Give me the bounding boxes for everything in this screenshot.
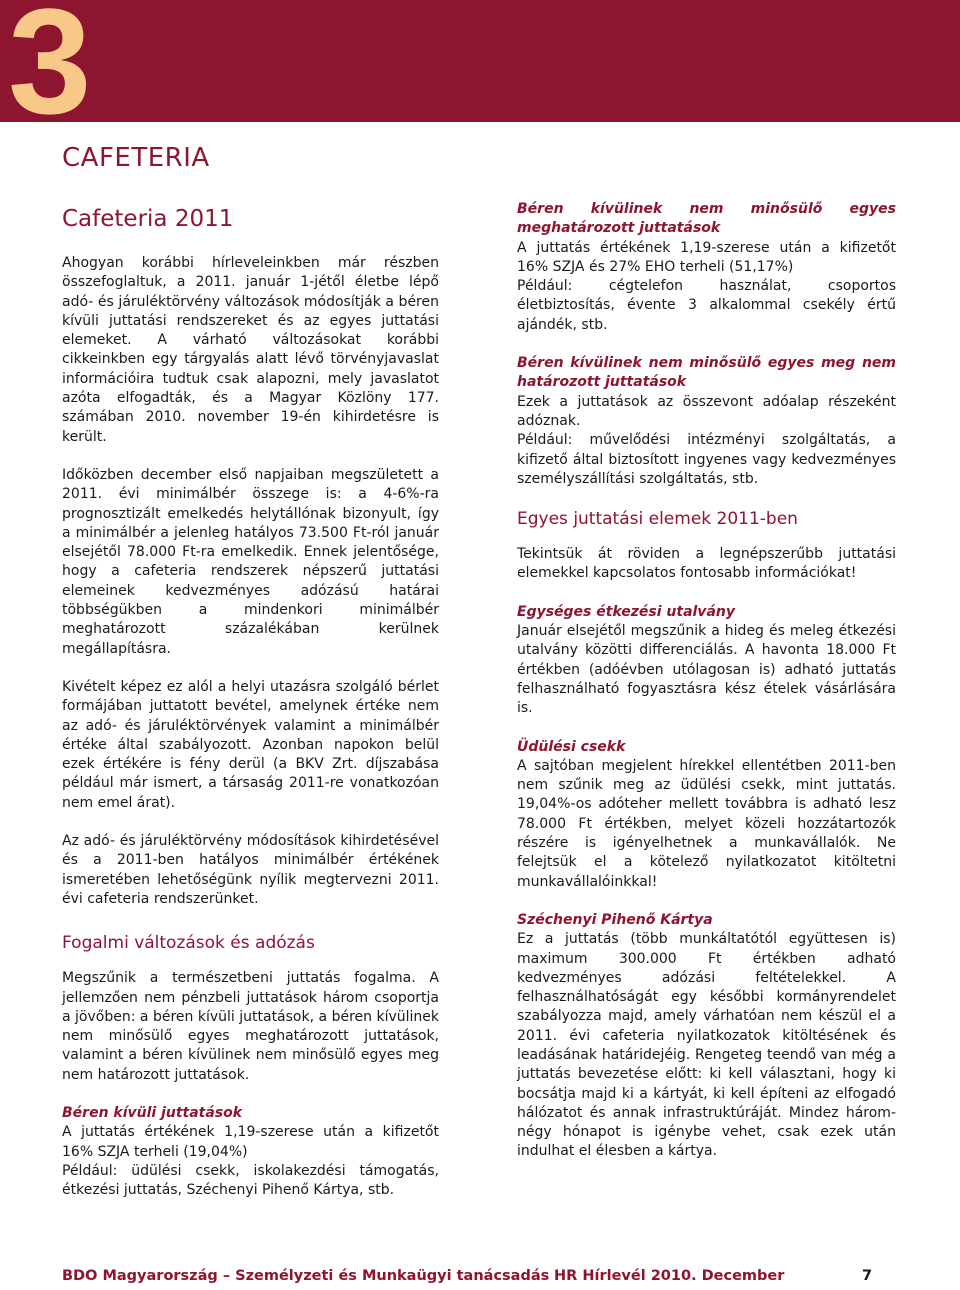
chapter-title: CAFETERIA — [62, 143, 210, 173]
paragraph: Az adó- és járuléktörvény módosítások kihirdetésével és a 2011-ben hatályos minimálbér értékének ismeretében lehetőségünk nyílik megtervezni 2011. évi cafeteria rendszerünket. — [62, 833, 439, 907]
paragraph: Ezek a juttatások az összevont adóalap részeként adóznak. — [517, 393, 896, 429]
paragraph: Tekintsük át röviden a legnépszerűbb juttatási elemekkel kapcsolatos fontosabb információkat! — [517, 546, 896, 582]
paragraph: Például: üdülési csekk, iskolakezdési támogatás, étkezési juttatás, Széchenyi Pihenő Kártya, stb. — [62, 1162, 439, 1199]
paragraph: Ahogyan korábbi hírleveleinkben már részben összefoglaltuk, a 2011. január 1-jétől életbe lépő adó- és járuléktörvény változások módosítják a béren kívüli juttatási rendszereket és az egyes juttatási elemeket. A várható változásokat korábbi cikkeinkben egy tárgyalás alatt lévő törvényjavaslat információira tudtuk csak alapozni, mely javaslatot azóta elfogadták, és a Magyar Közlöny 177. számában 2010. november 19-én kihirdetésre is került. — [62, 255, 439, 445]
subsection-heading: Széchenyi Pihenő Kártya — [517, 911, 713, 928]
right-column — [517, 200, 896, 1162]
section-heading: Egyes juttatási elemek 2011-ben — [517, 509, 798, 530]
header-bar — [0, 0, 960, 145]
subsection-heading: Egységes étkezési utalvány — [517, 603, 735, 620]
paragraph: Időközben december első napjaiban megszületett a 2011. évi minimálbér összege is: a 4-6%-ra prognosztizált emelkedés helytállónak bizonyult, így a minimálbér a jelenleg hatályos 73.500 Ft-ról január elsejétől 78.000 Ft-ra emelkedik. Ennek jelentősége, hogy a cafeteria rendszerek népszerű juttatási elemeinek kedvezményes adózású határai többségükben a mindenkori minimálbér meghatározott százalékában kerülnek megállapításra. — [62, 466, 439, 657]
chapter-number: 3 — [8, 0, 92, 145]
subsection-heading: Üdülési csekk — [517, 738, 626, 755]
paragraph: Január elsejétől megszűnik a hideg és meleg étkezési utalvány közötti differenciálás. A havonta 18.000 Ft értékben (adóévben utólagosan is) adható juttatás felhasználható fogyasztásra kész ételek vásárlására is. — [517, 623, 896, 717]
paragraph: Megszűnik a természetbeni juttatás fogalma. A jellemzően nem pénzbeli juttatások három csoportja a jövőben: a béren kívüli juttatások, a béren kívülinek nem minősülő egyes meghatározott juttatások, valamint a béren kívülinek nem minősülő egyes meg nem határozott juttatások. — [62, 970, 439, 1083]
paragraph: Ez a juttatás (több munkáltatótól együttesen is) maximum 300.000 Ft értékben adható kedvezményes adózási feltételekkel. A felhasználhatóságát egy későbbi kormányrendelet szabályozza majd, amely várhatóan nem készül el a 2011. évi cafeteria nyilatkozatok kitöltésének és leadásának határidejéig. Rengeteg teendő van még a juttatás bevezetése előtt: ki kell választani, hogy ki bocsátja majd ki a kártyát, ki kell építeni az elfogadó hálózatot és annak infrastruktúráját. Mindez három-négy hónapot is igénybe vehet, csak ezek után indulhat el élesben a kártya. — [517, 931, 896, 1160]
paragraph: A juttatás értékének 1,19-szerese után a kifizetőt 16% SZJA terheli (19,04%) — [62, 1124, 439, 1160]
page-number: 7 — [862, 1268, 873, 1284]
paragraph: A sajtóban megjelent hírekkel ellentétben 2011-ben nem szűnik meg az üdülési csekk, mint juttatás. 19,04%-os adóteher mellett továbbra is adható lesz 78.000 Ft értékben, melyet közeli hozzátartozók részére is igényelhetnek a munkavállalók. Ne felejtsük el a kötelező nyilatkozatot kitöltetni munkavállalóinkkal! — [517, 757, 896, 890]
footer-publisher: BDO Magyarország – Személyzeti és Munkaügyi tanácsadás — [62, 1268, 550, 1284]
left-column — [62, 200, 439, 1200]
paragraph: Kivételt képez ez alól a helyi utazásra szolgáló bérlet formájában juttatott bevétel, amelynek értéke nem az adó- és járuléktörvények valamint a minimálbér értéke által szabályozott. Azonban napokon belül ezek értékére is fény derül (a BKV Zrt. díjszabása például már ismert, a társaság 2011-re vonatkozóan nem emel árat). — [62, 678, 439, 811]
footer — [62, 1268, 882, 1290]
article-title: Cafeteria 2011 — [62, 206, 234, 232]
subsection-heading: Béren kívülinek nem minősülő egyes meg nem határozott juttatások — [517, 355, 896, 391]
footer-newsletter: HR Hírlevél 2010. December — [554, 1268, 785, 1284]
paragraph: Például: művelődési intézményi szolgáltatás, a kifizető által biztosított ingyenes vagy kedvezményes személyszállítási szolgáltatás, stb. — [517, 432, 896, 487]
paragraph: Például: cégtelefon használat, csoportos életbiztosítás, évente 3 alkalommal csekély értű ajándék, stb. — [517, 278, 896, 333]
subsection-heading: Béren kívüli juttatások — [62, 1104, 243, 1121]
section-heading: Fogalmi változások és adózás — [62, 933, 315, 954]
paragraph: A juttatás értékének 1,19-szerese után a kifizetőt 16% SZJA és 27% EHO terheli (51,17%) — [517, 239, 896, 275]
subsection-heading: Béren kívülinek nem minősülő egyes meghatározott juttatások — [517, 201, 896, 237]
